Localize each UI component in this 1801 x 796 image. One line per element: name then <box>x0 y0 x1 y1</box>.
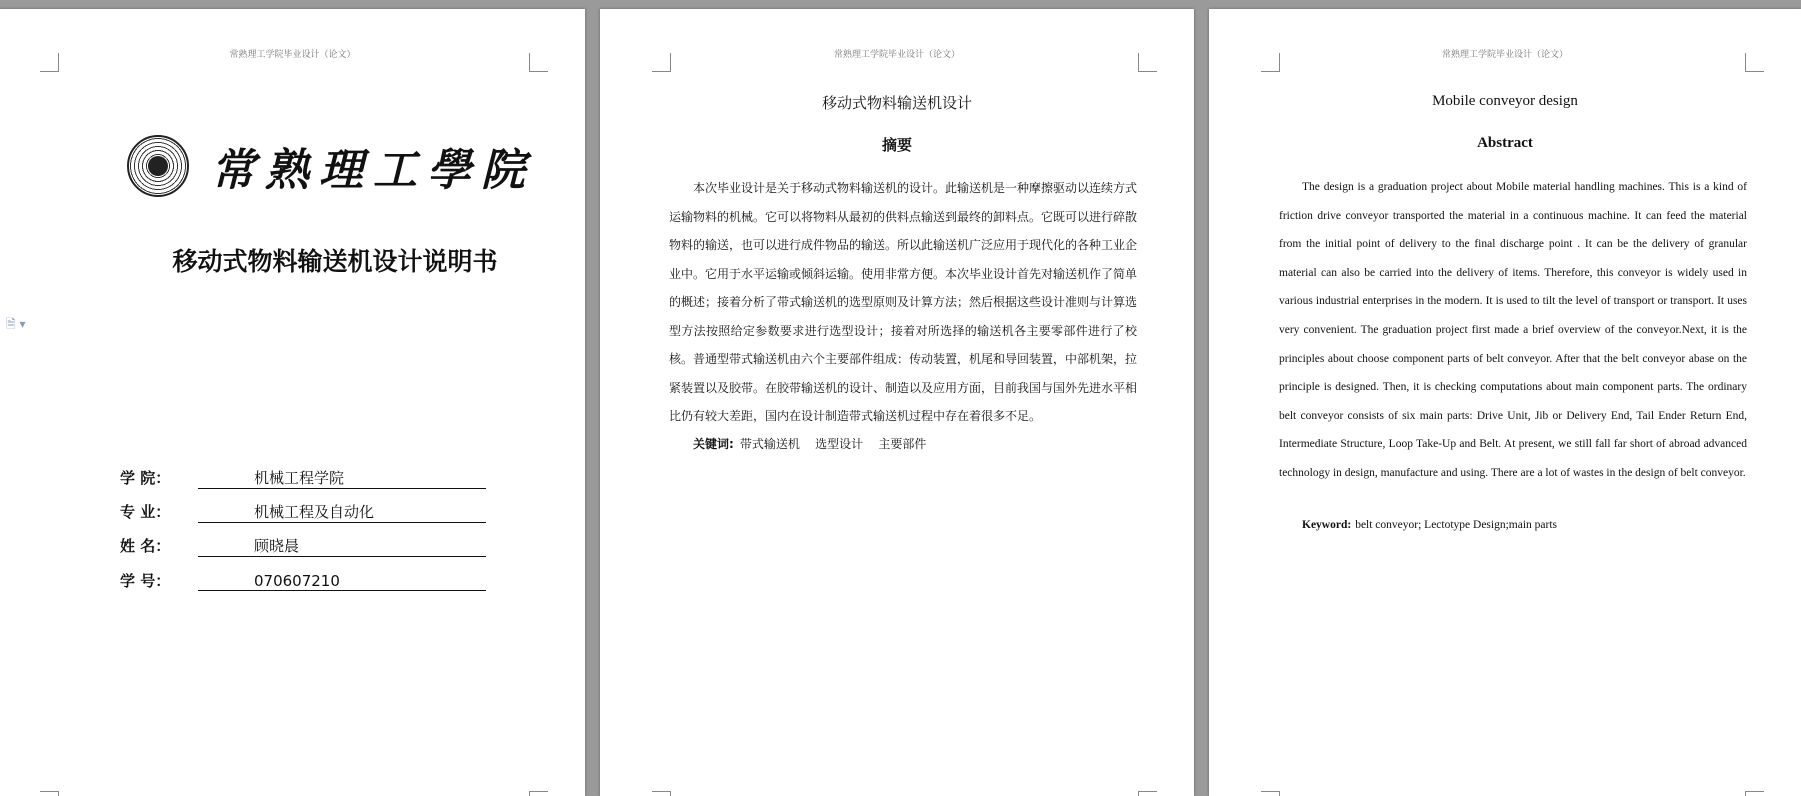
crop-mark-bottom-left <box>40 791 59 796</box>
document-page-1 <box>0 9 585 796</box>
crop-mark-bottom-right <box>1745 791 1764 796</box>
keywords-text: belt conveyor; Lectotype Design;main parts <box>1355 519 1558 531</box>
abstract-body: The design is a graduation project about Mobile material handling machines. This is a kind of friction drive conveyor transported the material in a continuous machine. It can feed the material from the initial point of delivery to the final discharge point . It can be the delivery of granular material can also be carried into the delivery of items. Therefore, this conveyor is widely used in various industrial enterprises in the modern. It is used to tilt the level of transport or transport. It uses very convenient. The graduation project first made a brief overview of the conveyor.Next, it is the principles about choose component parts of belt conveyor. After that the belt conveyor abase on the principle is designed. Then, it is checking computations about main component parts. The ordinary belt conveyor consists of six main parts: Drive Unit, Jib or Delivery End, Tail Ender Return End, Intermediate Structure, Loop Take-Up and Belt. At present, we still fall far short of abroad advanced technology in design, manufacture and using. There are a lot of wastes in the design of belt conveyor. <box>1279 181 1747 479</box>
english-title: Mobile conveyor design <box>1432 93 1578 109</box>
field-label: 姓 名： <box>120 537 171 555</box>
keywords-label: Keyword: <box>1302 519 1352 531</box>
crop-mark-bottom-left <box>1261 791 1280 796</box>
field-college <box>120 467 486 489</box>
cover-title: 移动式物料输送机设计说明书 <box>172 247 498 276</box>
field-label: 专 业： <box>120 503 171 521</box>
field-value: 070607210 <box>198 572 486 591</box>
keywords-line <box>693 435 926 452</box>
field-major <box>120 501 486 523</box>
document-page-2 <box>600 9 1194 796</box>
field-value: 顾晓晨 <box>198 535 486 557</box>
page-header: 常熟理工学院毕业设计（论文） <box>1441 50 1568 60</box>
field-value: 机械工程及自动化 <box>198 501 486 523</box>
page-header: 常熟理工学院毕业设计（论文） <box>229 50 356 60</box>
field-student-id <box>120 570 486 591</box>
keywords-text: 带式输送机 选型设计 主要部件 <box>739 437 927 451</box>
crop-mark-bottom-right <box>1138 791 1157 796</box>
keywords-line <box>1302 519 1557 531</box>
keywords-label: 关键词: <box>693 437 734 451</box>
abstract-heading: Abstract <box>1477 135 1533 151</box>
field-name <box>120 535 486 557</box>
crop-mark-bottom-right <box>529 791 548 796</box>
field-label: 学 号： <box>120 572 171 590</box>
document-page-3 <box>1209 9 1801 796</box>
university-name-logo: 常熟理工學院 <box>211 145 535 196</box>
abstract-heading: 摘要 <box>881 136 912 154</box>
abstract-body: 本次毕业设计是关于移动式物料输送机的设计。此输送机是一种摩擦驱动以连续方式运输物料的机械。它可以将物料从最初的供料点输送到最终的卸料点。它既可以进行碎散物料的输送，也可以进行成件物品的输送。所以此输送机广泛应用于现代化的各种工业企业中。它用于水平运输或倾斜运输。使用非常方便。本次毕业设计首先对输送机作了简单的概述；接着分析了带式输送机的选型原则及计算方法；然后根据这些设计准则与计算选型方法按照给定参数要求进行选型设计；接着对所选择的输送机各主要零部件进行了校核。普通型带式输送机由六个主要部件组成：传动装置，机尾和导回装置，中部机架，拉紧装置以及胶带。在胶带输送机的设计、制造以及应用方面，目前我国与国外先进水平相比仍有较大差距，国内在设计制造带式输送机过程中存在着很多不足。 <box>669 181 1138 423</box>
chinese-title: 移动式物料输送机设计 <box>821 94 972 112</box>
university-logo <box>127 134 535 198</box>
document-icon[interactable]: 🗎 ▾ <box>6 317 26 331</box>
crop-mark-bottom-left <box>652 791 671 796</box>
page-header: 常熟理工学院毕业设计（论文） <box>833 50 960 60</box>
field-label: 学 院： <box>120 469 171 487</box>
university-seal-icon <box>127 135 189 197</box>
field-value: 机械工程学院 <box>198 467 486 489</box>
